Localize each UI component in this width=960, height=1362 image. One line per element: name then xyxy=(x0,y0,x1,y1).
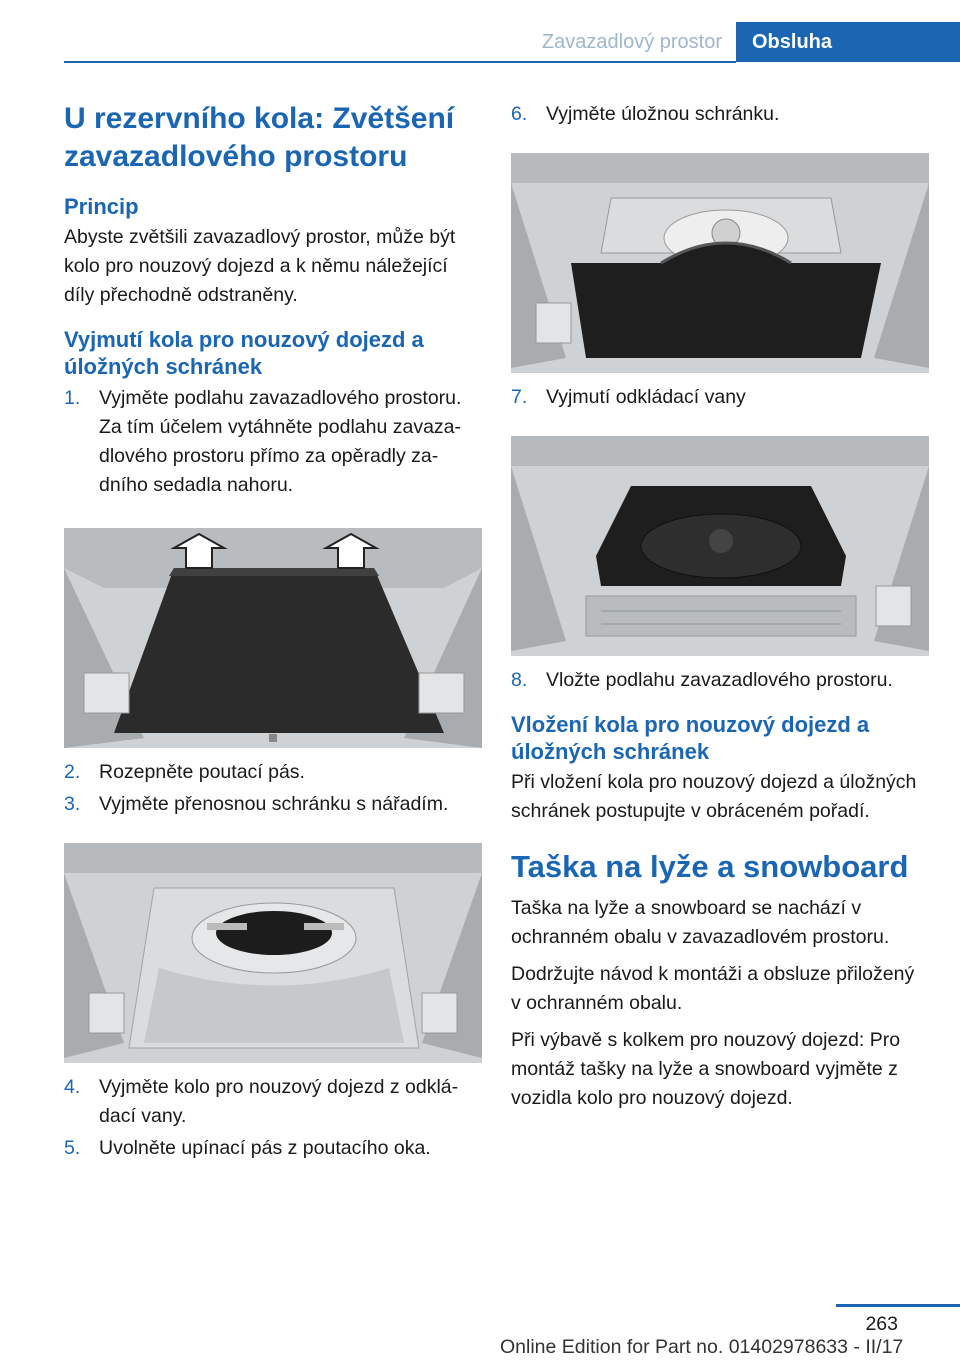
step-text: Rozepněte poutací pás. xyxy=(99,761,305,783)
principle-heading: Princip xyxy=(64,194,139,219)
step-item xyxy=(64,790,482,819)
reinsert-step xyxy=(511,666,929,695)
removal-steps-d xyxy=(511,100,929,129)
step-item xyxy=(511,383,929,412)
step-number: 2. xyxy=(64,761,81,783)
ski-bag-paragraph-3: Při výbavě s kolkem pro nouzový dojezd: Pro montáž tašky na lyže a snowboard vyjměte z vozidla kolo pro nouzový dojezd. xyxy=(511,1029,901,1109)
step-text: Vyjměte úložnou schránku. xyxy=(546,103,780,125)
step-text: Vyjměte podlahu zavazadlového prostoru. Za tím účelem vytáhněte podlahu zavaza‐dlového prostoru přímo za opěradly za‐dního sedadla nahoru. xyxy=(99,387,462,496)
step-item xyxy=(64,1073,482,1131)
step-text: Vyjmutí odkládací vany xyxy=(546,386,746,408)
step-number: 7. xyxy=(511,386,528,408)
removal-steps-e xyxy=(511,383,929,412)
step-item xyxy=(511,100,929,129)
step-number: 1. xyxy=(64,387,81,409)
step-item xyxy=(511,666,929,695)
step-item xyxy=(64,1134,482,1163)
edition-line: Online Edition for Part no. 01402978633 - II/17 xyxy=(500,1336,904,1358)
insert-text: Při vložení kola pro nouzový dojezd a úložných schránek postupujte v obráceném pořadí. xyxy=(511,771,917,822)
step-text: Vložte podlahu zavazadlového prostoru. xyxy=(546,669,893,691)
ski-bag-paragraph-2: Dodržujte návod k montáži a obsluze přiložený v ochranném obalu. xyxy=(511,963,915,1014)
header-chapter-tab: Obsluha xyxy=(736,22,960,62)
right-column xyxy=(511,100,929,1113)
step-text: Vyjměte kolo pro nouzový dojezd z odklá‐dací vany. xyxy=(99,1076,459,1127)
figure-tool-box xyxy=(64,843,482,1063)
figure-storage-tray xyxy=(511,436,929,656)
removal-steps-b xyxy=(64,758,482,819)
step-number: 6. xyxy=(511,103,528,125)
step-text: Uvolněte upínací pás z poutacího oka. xyxy=(99,1137,431,1159)
figure-storage-box xyxy=(511,153,929,373)
step-number: 5. xyxy=(64,1137,81,1159)
ski-bag-paragraph-1: Taška na lyže a snowboard se nachází v ochranném obalu v zavazadlovém prostoru. xyxy=(511,897,890,948)
principle-text: Abyste zvětšili zavazadlový prostor, může být kolo pro nouzový dojezd a k němu náležející díly přechodně odstraněny. xyxy=(64,226,456,306)
ski-bag-title: Taška na lyže a snowboard xyxy=(511,849,909,884)
step-number: 3. xyxy=(64,793,81,815)
removal-steps-c xyxy=(64,1073,482,1163)
section-title: U rezervního kola: Zvětšení zavazadlového prostoru xyxy=(64,102,455,173)
step-number: 4. xyxy=(64,1076,81,1098)
footer-rule xyxy=(836,1304,960,1307)
insert-heading: Vložení kola pro nouzový dojezd a úložných schránek xyxy=(511,712,870,764)
header-section-tab: Zavazadlový prostor xyxy=(541,31,722,53)
header-rule xyxy=(64,61,736,63)
step-number: 8. xyxy=(511,669,528,691)
step-item xyxy=(64,384,482,500)
left-column xyxy=(64,100,482,1163)
step-text: Vyjměte přenosnou schránku s nářadím. xyxy=(99,793,449,815)
figure-trunk-floor xyxy=(64,528,482,748)
step-item xyxy=(64,758,482,787)
removal-heading: Vyjmutí kola pro nouzový dojezd a úložných schránek xyxy=(64,327,424,379)
page-number: 263 xyxy=(865,1313,898,1335)
removal-steps-a xyxy=(64,384,482,500)
